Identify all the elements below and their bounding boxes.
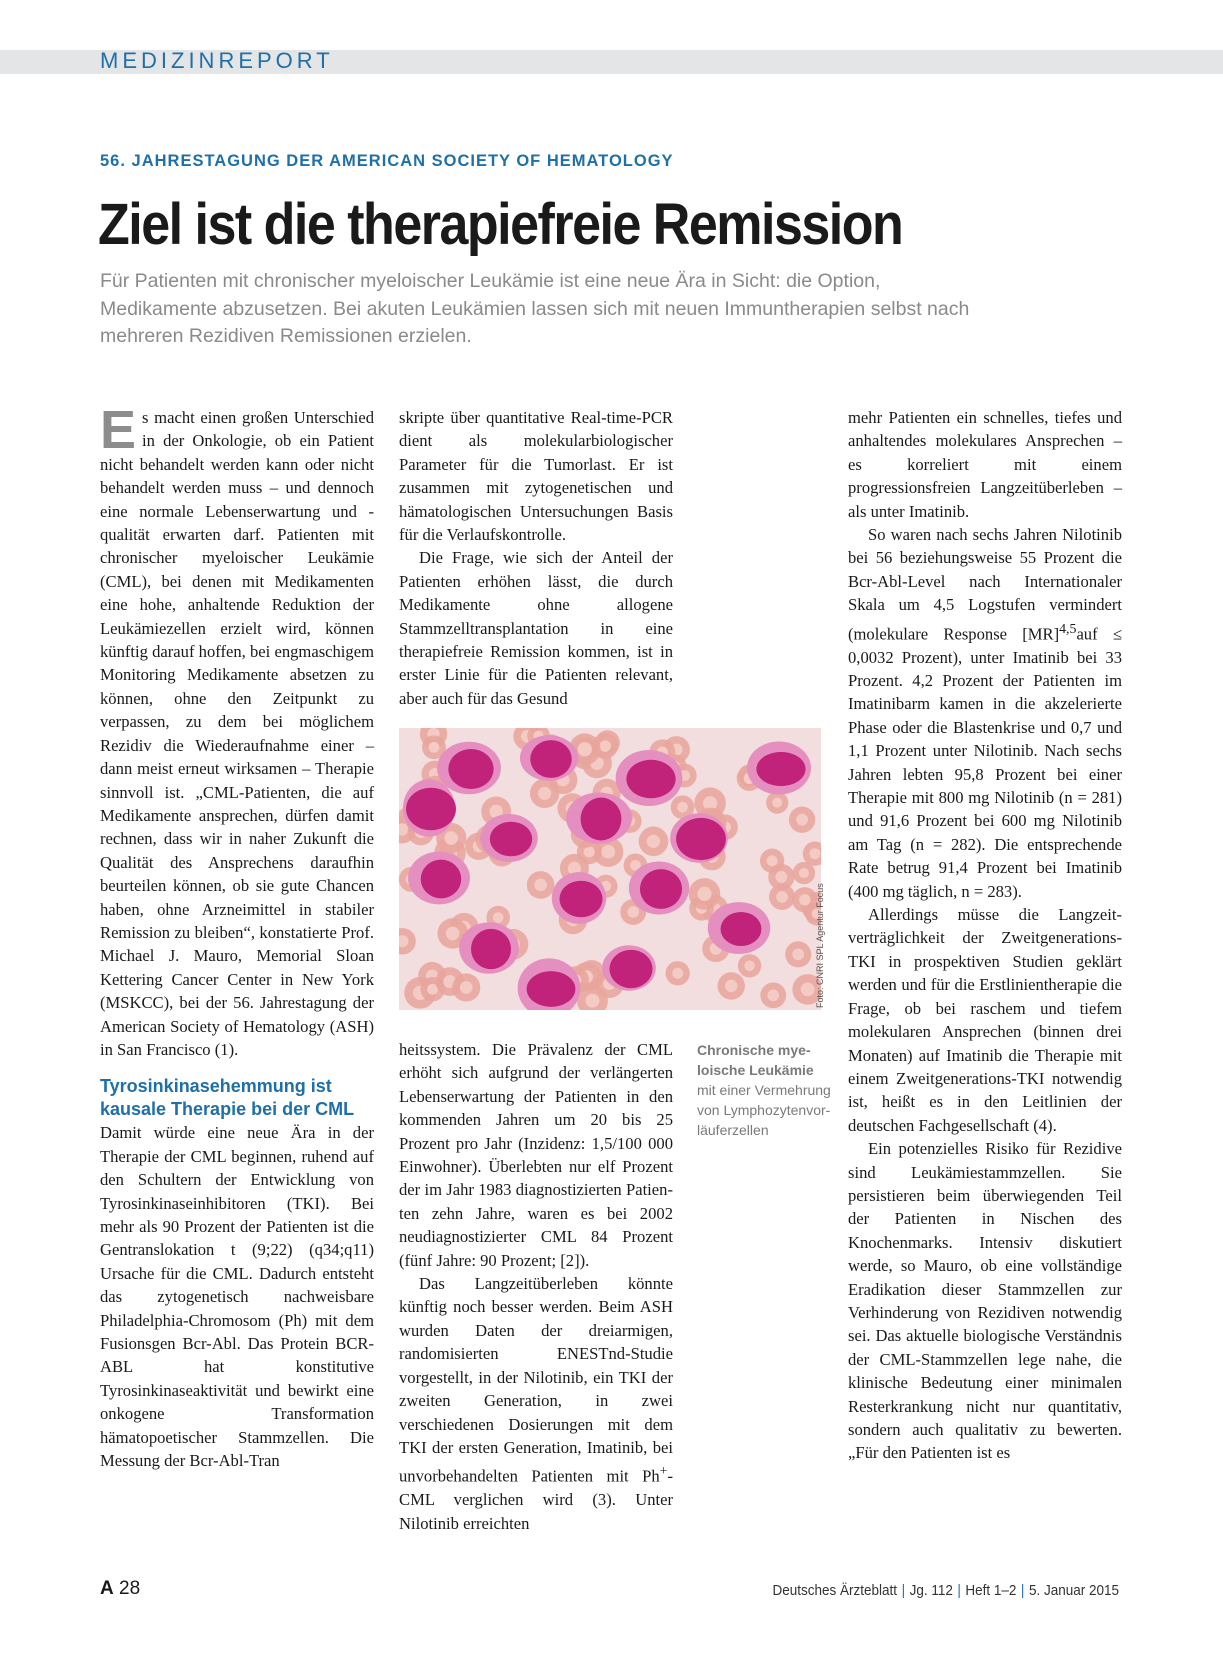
column-1: [100, 400, 374, 1472]
blast-cell: [616, 750, 683, 806]
paragraph: Das Langzeitüberleben könnte künftig noch besser werden. Beim ASH wurden Daten der dreiarmigen, randomisierten ENESTnd-Studie vorgestellt, in der Nilotinib, ein TKI der zweiten Generation, in zwei verschiedenen Dosierungen mit dem TKI der ersten Generation, Imatinib, bei unvorbehandelten Patienten mit Ph+-CML verglichen wird (3). Unter Nilotinib erreichten: [399, 1274, 673, 1533]
red-blood-cell: [793, 862, 815, 884]
micrograph-image: [399, 728, 821, 1010]
red-blood-cell: [527, 871, 555, 899]
blast-cell: [518, 958, 581, 1010]
caption-text: mit einer Vermehrung von Lymphozytenvorläuferzellen: [697, 1082, 831, 1138]
red-blood-cell: [399, 928, 416, 955]
journal-name: Deutsches Ärzteblatt: [772, 1582, 898, 1599]
red-blood-cell: [718, 972, 745, 999]
blast-cell: [566, 792, 632, 843]
article-headline: Ziel ist die therapiefreie Remission: [98, 192, 903, 258]
blast-cell: [480, 814, 538, 862]
blast-cell: [708, 902, 771, 954]
page-number: A 28: [100, 1578, 141, 1599]
issue-date: 5. Januar 2015: [1028, 1582, 1119, 1599]
blast-cell: [747, 741, 811, 794]
red-blood-cell: [785, 941, 811, 967]
blast-cell: [437, 742, 501, 794]
blast-cell: [670, 813, 728, 863]
paragraph: Die Frage, wie sich der Anteil der Patienten erhöhen lässt, die durch Medikamente ohne allogene Stammzelltransplantation in eine therapiefreie Remission kommen, ist in erster Linie für die Patienten relevant, aber auch für das Gesund: [399, 548, 673, 708]
blast-cell: [520, 735, 578, 780]
red-blood-cell: [689, 878, 721, 910]
paragraph-text: s macht einen großen Unterschied in der Onkologie, ob ein Patient nicht behandelt werden kann oder nicht behandelt werden muss – und dennoch eine normale Lebenserwartung und -qualität erwarten darf. Patienten mit chronischer myeloischer Leukämie (CML), bei denen mit Medikamenten eine hohe, anhaltende Reduktion der Leukämiezellen erzielt wird, können künftig darauf hoffen, bei engmaschigem Monitoring Medikamente absetzen zu können, ohne den Zeitpunkt zu verpassen, zu dem bei möglichem Rezidiv die Wiederaufnahme einer – dann meist erneut wirksamen – Therapie sinnvoll ist. „CML-Patienten, die auf Medikamente ansprechen, dürfen damit rechnen, dass wir in naher Zukunft die Qualität des Ansprechens daraufhin beurteilen können, ob sie gute Chancen haben, ohne Arzneimittel in stabiler Remission zu bleiben“, konstatierte Prof. Michael J. Mauro, Memorial Sloan Kettering Cancer Center in New York (MSKCC), bei der 56. Jahrestagung der American Society of Hematology (ASH) in San Francisco (1).: [100, 408, 374, 1059]
blast-cell: [602, 945, 656, 990]
red-blood-cell: [452, 973, 480, 1001]
blast-cell: [629, 861, 689, 914]
article-kicker: 56. JAHRESTAGUNG DER AMERICAN SOCIETY OF HEMATOLOGY: [100, 152, 674, 170]
red-blood-cell: [766, 791, 788, 813]
red-blood-cell: [639, 826, 669, 856]
paragraph: Ein potenzielles Risiko für Rezidive sind Leukämiestammzellen. Sie persistieren beim überwiegenden Teil der Patienten in Nischen des Knochenmarks. Intensiv diskutiert werde, so Mauro, ob eine vollständige Eradikation dieser Stammzellen zur Verhinderung von Rezidiven notwendig sei. Das aktuelle biologische Verständnis der CML-Stammzellen lege nahe, die klinische Bedeutung einer minimalen Resterkrankung nicht nur quantitativ, sondern auch qualitativ zu bewerten. „Für den Patienten ist es: [848, 1139, 1122, 1463]
paragraph: [100, 400, 374, 1061]
paragraph: So waren nach sechs Jahren Nilotinib bei 56 beziehungsweise 55 Prozent die Bcr-Abl-Level nach Internationaler Skala um 4,5 Logstufen vermindert (molekulare Response [MR]$^{4,5}$auf ≤ 0,0032 Prozent), unter Imatinib bei 33 Prozent. 4,2 Prozent der Patienten im Imatinibarm kamen in die akzelerierte Phase oder die Blastenkrise und 0,7 und 1,1 Prozent unter Nilotinib. Nach sechs Jahren lebten 95,8 Prozent bei einer Therapie mit 800 mg Nilotinib (n = 281) und 91,6 Prozent bei 600 mg Nilotinib am Tag (n = 282). Die entsprechende Rate betrug 91,4 Prozent bei Imatinib (400 mg täglich, n = 283).: [848, 525, 1122, 901]
photo-credit: Foto: CNRI SPL Agentur Focus: [815, 883, 825, 1008]
blood-smear-illustration: [399, 728, 821, 1010]
footer-citation: Deutsches Ärzteblatt | Jg. 112 | Heft 1–2 | 5. Januar 2015: [772, 1582, 1119, 1599]
column-2-top: [399, 406, 673, 710]
subheading: Tyrosinkinasehemmung ist kausale Therapie bei der CML: [100, 1076, 355, 1120]
paragraph: Damit würde eine neue Ära in der Therapie der CML beginnen, ruhend auf den Schultern der Entwicklung von Tyrosinkinaseinhibitoren (TKI). Bei mehr als 90 Prozent der Patienten ist die Gentranslokation t (9;22) (q34;q11) Ursache für die CML. Dadurch entsteht das zytogenetisch nachweisbare Philadelphia-Chromosom (Ph) mit dem Fusionsgen Bcr-Abl. Das Protein BCR-ABL hat konstitutive Tyrosinkinaseaktivität und bewirkt eine onkogene Transformation hämatopoetischer Stammzellen. Die Messung der Bcr-Abl-Tran: [100, 1123, 374, 1471]
volume: Jg. 112: [909, 1582, 953, 1599]
article-lead: Für Patienten mit chronischer myeloischer Leukämie ist eine neue Ära in Sicht: die Option, Medikamente abzusetzen. Bei akuten Leukämien lassen sich mit neuen Immuntherapien selbst nach mehreren Rezidiven Remissionen erzielen.: [100, 270, 970, 347]
paragraph: heitssystem. Die Prävalenz der CML erhöht sich aufgrund der verlängerten Lebenserwartung der Patienten in den kommenden Jahren um 20 bis 25 Prozent pro Jahr (Inzidenz: 1,5/100 000 Einwohner). Überlebten nur elf Prozent der im Jahr 1983 diagnostizierten Patienten zehn Jahre, waren es bei 2002 neudiagnostizierter CML 84 Prozent (fünf Jahre: 90 Prozent; [2]).: [399, 1040, 673, 1270]
paragraph: skripte über quantitative Real-time-PCR dient als molekularbiologischer Parameter für die Tumorlast. Er ist zusammen mit zytogenetischen und hämatologischen Untersuchungen Basis für die Verlaufskontrolle.: [399, 408, 673, 545]
red-blood-cell: [769, 884, 795, 910]
blast-cell: [552, 872, 607, 924]
paragraph: Allerdings müsse die Langzeitverträglichkeit der Zweitgenerations-TKI in prospektiven Studien geklärt werden und für die Erstlinientherapie die Frage, ob bei raschem und tiefem molekularen Ansprechen (binnen drei Monaten) auf Imatinib die Therapie mit einem Zweitgenerations-TKI notwendig ist, heißt es in den Leitlinien der deutschen Fachgesellschaft (4).: [848, 905, 1122, 1135]
red-blood-cell: [760, 982, 786, 1008]
caption-title: Chronische myeloische Leukämie: [697, 1042, 814, 1078]
column-2-bottom: [399, 1038, 673, 1535]
red-blood-cell: [789, 806, 815, 832]
column-3: [848, 406, 1122, 1465]
red-blood-cell: [738, 954, 761, 977]
blast-cell: [408, 852, 470, 905]
dropcap: E: [100, 400, 137, 460]
section-label: MEDIZINREPORT: [100, 48, 334, 73]
red-blood-cell: [666, 961, 690, 985]
figure-caption: [697, 1040, 837, 1140]
red-blood-cell: [530, 779, 559, 808]
blast-cell: [459, 922, 519, 973]
red-blood-cell: [792, 887, 817, 912]
paragraph: mehr Patienten ein schnelles, tiefes und anhaltendes molekulares Ansprechen – es korreliert mit einem progressionsfreien Langzeitüberleben – als unter Imatinib.: [848, 408, 1122, 521]
issue: Heft 1–2: [965, 1582, 1017, 1599]
